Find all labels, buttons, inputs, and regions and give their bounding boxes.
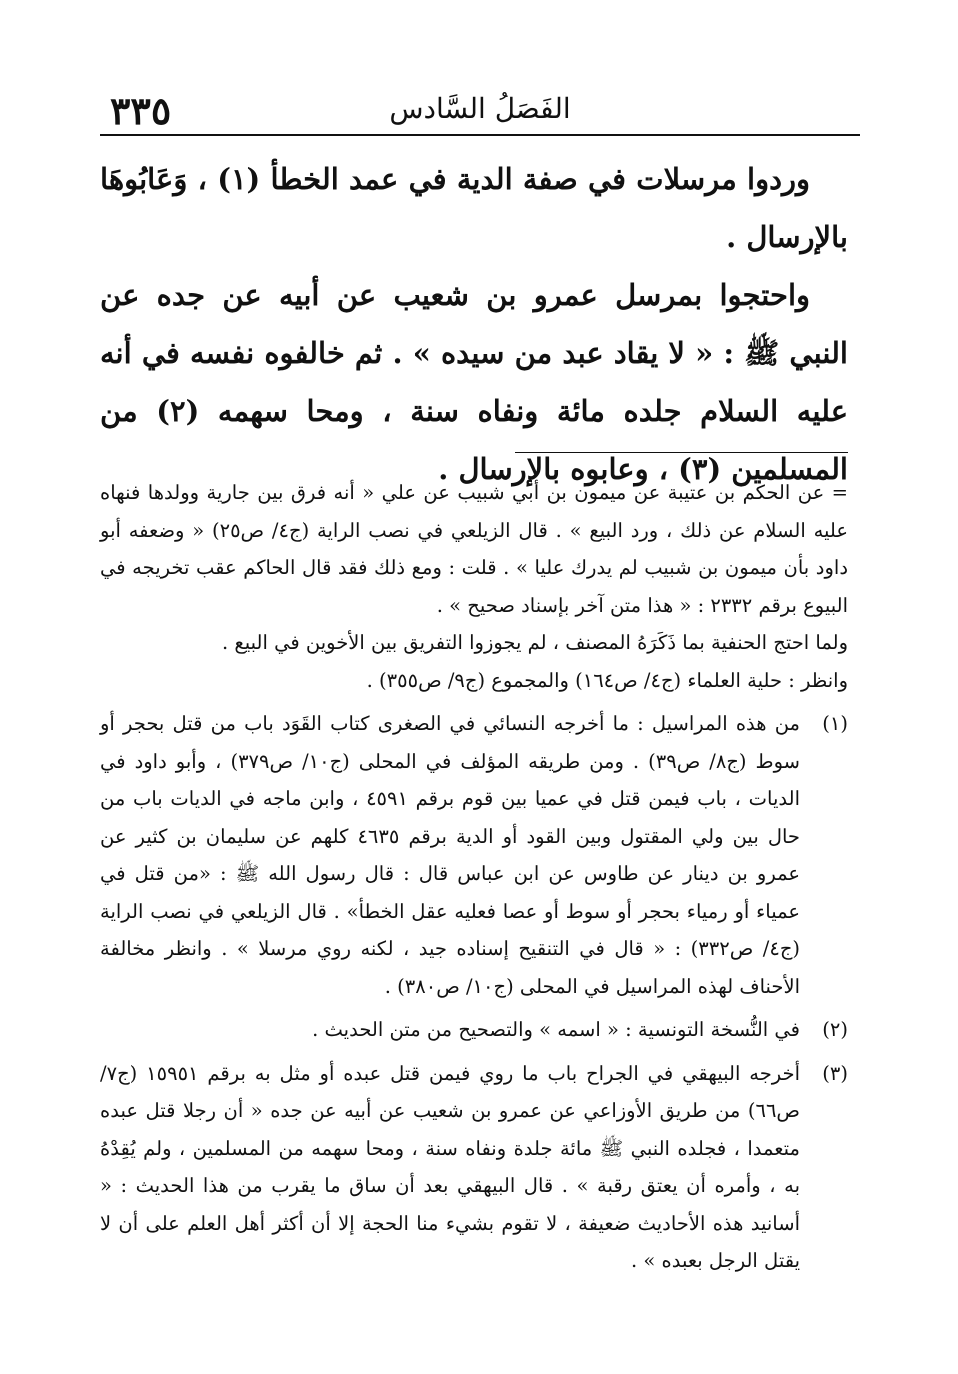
page-header [100,86,860,138]
footnote-number: (٢) [822,1018,848,1041]
footnote-text: من هذه المراسيل : ما أخرجه النسائي في الصغرى كتاب القَوَد باب من قتل بحجر أو سوط (ج٨/ ص٣٩) . ومن طريقه المؤلف في المحلى (ج١٠/ ص٣٧٩) ، وأبو داود في الديات ، باب فيمن قتل في عميا بين قوم برقم ٤٥٩١ ، وابن ماجه في الديات باب من حال بين ولي المقتول وبين القود أو الدية برقم ٤٦٣٥ كلهم عن سليمان بن كثير عن عمرو بن دينار عن طاوس عن ابن عباس قال : قال رسول الله ﷺ : «من قتل في عمياء أو رمياء بحجر أو سوط أو عصا فعليه عقل الخطأ» . قال الزيلعي في نصب الراية (ج٤/ ص٣٣٢) : « قال في التنقيح إسناده جيد ، لكنه روي مرسلا » . وانظر مخالفة الأحناف لهذه المراسيل في المحلى (ج١٠/ ص٣٨٠) . [100,712,801,998]
footnote-text: أخرجه البيهقي في الجراح باب ما روي فيمن قتل عبده أو مثل به برقم ١٥٩٥١ (ج٧/ ص٦٦) من طريق الأوزاعي عن عمرو بن شعيب عن أبيه عن جده « أن رجلا قتل عبده متعمدا ، فجلده النبي ﷺ مائة جلدة ونفاه سنة ، ومحا سهمه من المسلمين ، ولم يُقِدْهُ به ، وأمره أن يعتق رقبة » . قال البيهقي بعد أن ساق ما يقرب من هذا الحديث : « أسانيد هذه الأحاديث ضعيفة ، لا تقوم بشيء منا الحجة إلا أن أكثر أهل العلم على أن لا يقتل الرجل بعبده » . [100,1061,800,1272]
main-paragraph-2: واحتجوا بمرسل عمرو بن شعيب عن أبيه عن جده عن النبي ﷺ : « لا يقاد عبد من سيده » . ثم خالفوه نفسه في أنه عليه السلام جلده مائة ونفاه سنة ، ومحا سهمه (٢) من المسلمين (٣) ، وعابوه بالإرسال . [100,278,848,486]
footnote-continuation-2: ولما احتج الحنفية بما ذَكَرَهُ المصنف ، لم يجوزوا التفريق بين الأخوين في البيع . [221,631,848,654]
footnote-2 [100,1011,848,1049]
main-paragraph-1: وردوا مرسلات في صفة الدية في عمد الخطأ (١) ، وَعَابُوهَا بالإرسال . [100,162,848,254]
footnote-continuation-1: = عن الحكم بن عتيبة عن ميمون بن أبي شبيب عن علي « أنه فرق بين جارية وولدها فنهاه عليه السلام عن ذلك ، ورد البيع » . قال الزيلعي في نصب الراية (ج٤/ ص٢٥) « وضعفه أبو داود بأن ميمون بن شبيب لم يدرك عليا » . قلت : ومع ذلك فقد قال الحاكم عقب تخريجه في البيوع برقم ٢٣٣٢ : « هذا متن آخر بإسناد صحيح » . [100,481,849,617]
footnote-divider [515,452,848,453]
footnote-number: (١) [822,712,848,735]
footnote-text: في النُّسخة التونسية : « اسمه » والتصحيح من متن الحديث . [312,1018,800,1041]
footnote-continuation-3: وانظر : حلية العلماء (ج٤/ ص١٦٤) والمجموع (ج٩/ ص٣٥٥) . [366,668,848,692]
header-divider [100,134,860,136]
footnote-3 [100,1055,848,1280]
footnotes [100,474,848,1280]
page-number: ٣٣٥ [110,88,172,133]
main-text [100,150,848,498]
footnote-1 [100,705,848,1005]
chapter-title: الفَصَلُ السَّادس [389,92,571,125]
footnote-number: (٣) [822,1061,848,1085]
